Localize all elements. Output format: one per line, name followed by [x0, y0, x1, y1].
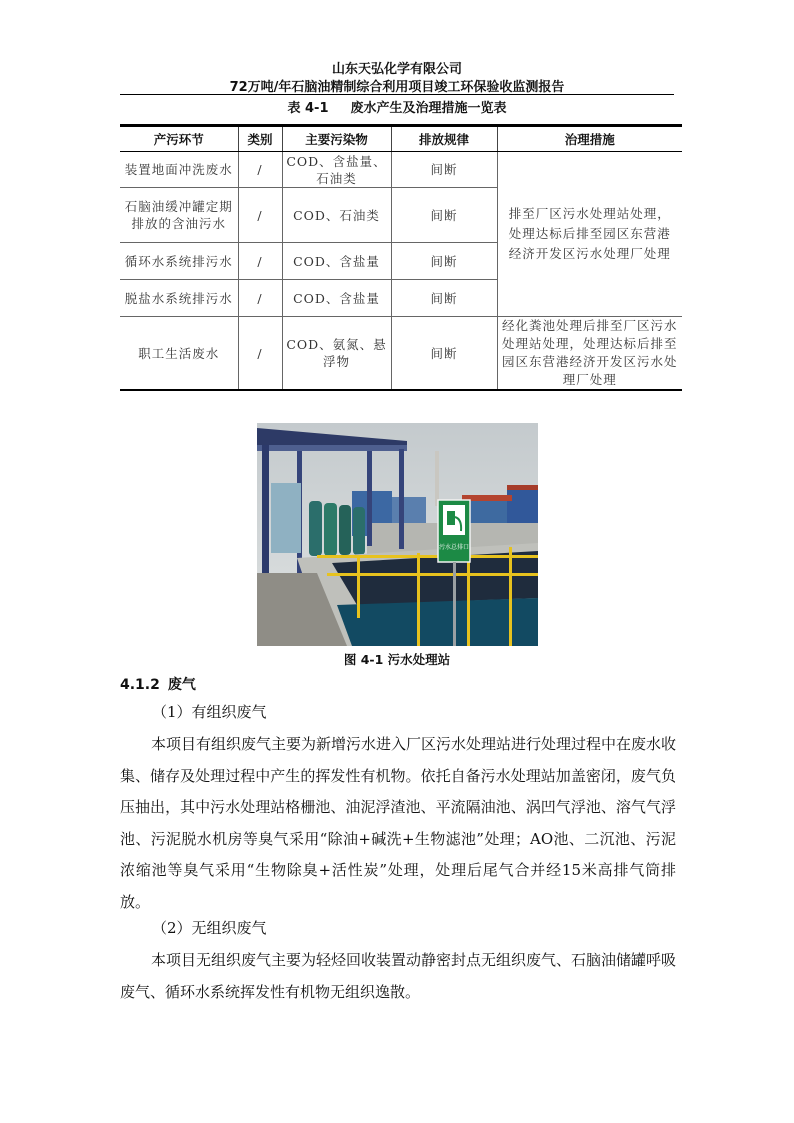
table-title [0, 97, 794, 116]
cell-category: / [238, 243, 282, 280]
cell-pattern: 间断 [391, 243, 497, 280]
sign-label: 污水总排口 [438, 544, 470, 551]
cell-category: / [238, 317, 282, 391]
cell-pollutants: COD、氨氮、悬浮物 [282, 317, 391, 391]
table-title-text: 废水产生及治理措施一览表 [350, 101, 507, 116]
section-number: 4.1.2 [120, 677, 160, 693]
figure-caption: 图 4-1 污水处理站 [343, 652, 451, 667]
cell-pollutants: COD、含盐量 [282, 280, 391, 317]
table-header-row [120, 126, 682, 152]
section-heading [120, 674, 196, 694]
cell-measure-domestic: 经化粪池处理后排至厂区污水处理站处理，处理达标后排至园区东营港经济开发区污水处理厂处理 [497, 317, 682, 391]
column-header: 治理措施 [497, 126, 682, 152]
section-title: 废气 [167, 677, 196, 693]
cell-category: / [238, 152, 282, 188]
cell-pattern: 间断 [391, 152, 497, 188]
column-header: 产污环节 [120, 126, 238, 152]
subheading-organized: （1）有组织废气 [152, 703, 267, 721]
cell-pollutants: COD、含盐量、石油类 [282, 152, 391, 188]
paragraph-unorganized-gas: 本项目无组织废气主要为轻烃回收装置动静密封点无组织废气、石脑油储罐呼吸废气、循环水系统挥发性有机物无组织逸散。 [120, 951, 677, 1001]
cell-pattern: 间断 [391, 280, 497, 317]
cell-source: 装置地面冲洗废水 [120, 152, 238, 188]
cell-pattern: 间断 [391, 317, 497, 391]
header-company: 山东天弘化学有限公司 [331, 62, 462, 77]
cell-pollutants: COD、石油类 [282, 188, 391, 243]
table-number: 表 4-1 [287, 101, 329, 116]
cell-measure-merged: 排至厂区污水处理站处理，处理达标后排至园区东营港经济开发区污水处理厂处理 [497, 152, 682, 317]
cell-pattern: 间断 [391, 188, 497, 243]
paragraph-organized-gas: 本项目有组织废气主要为新增污水进入厂区污水处理站进行处理过程中在废水收集、储存及处理过程中产生的挥发性有机物。依托自备污水处理站加盖密闭，废气负压抽出，其中污水处理站格栅池、油泥浮渣池、平流隔油池、涡凹气浮池、溶气气浮池、污泥脱水机房等臭气采用“除油+碱洗+生物滤池”处理；AO池、二沉池、污泥浓缩池等臭气采用“生物除臭+活性炭”处理，处理后尾气合并经15米高排气筒排放。 [120, 735, 677, 911]
cell-source: 脱盐水系统排污水 [120, 280, 238, 317]
subheading-unorganized: （2）无组织废气 [152, 919, 267, 937]
column-header: 类别 [238, 126, 282, 152]
cell-category: / [238, 280, 282, 317]
table-row [120, 152, 682, 188]
cell-source: 职工生活废水 [120, 317, 238, 391]
cell-source: 循环水系统排污水 [120, 243, 238, 280]
column-header: 主要污染物 [282, 126, 391, 152]
wastewater-table [120, 124, 682, 391]
wastewater-station-photo [257, 423, 538, 646]
table-row [120, 317, 682, 391]
cell-source: 石脑油缓冲罐定期排放的含油污水 [120, 188, 238, 243]
cell-category: / [238, 188, 282, 243]
column-header: 排放规律 [391, 126, 497, 152]
cell-pollutants: COD、含盐量 [282, 243, 391, 280]
header-rule [120, 94, 674, 95]
header-report-title: 72万吨/年石脑油精制综合利用项目竣工环保验收监测报告 [229, 80, 565, 95]
